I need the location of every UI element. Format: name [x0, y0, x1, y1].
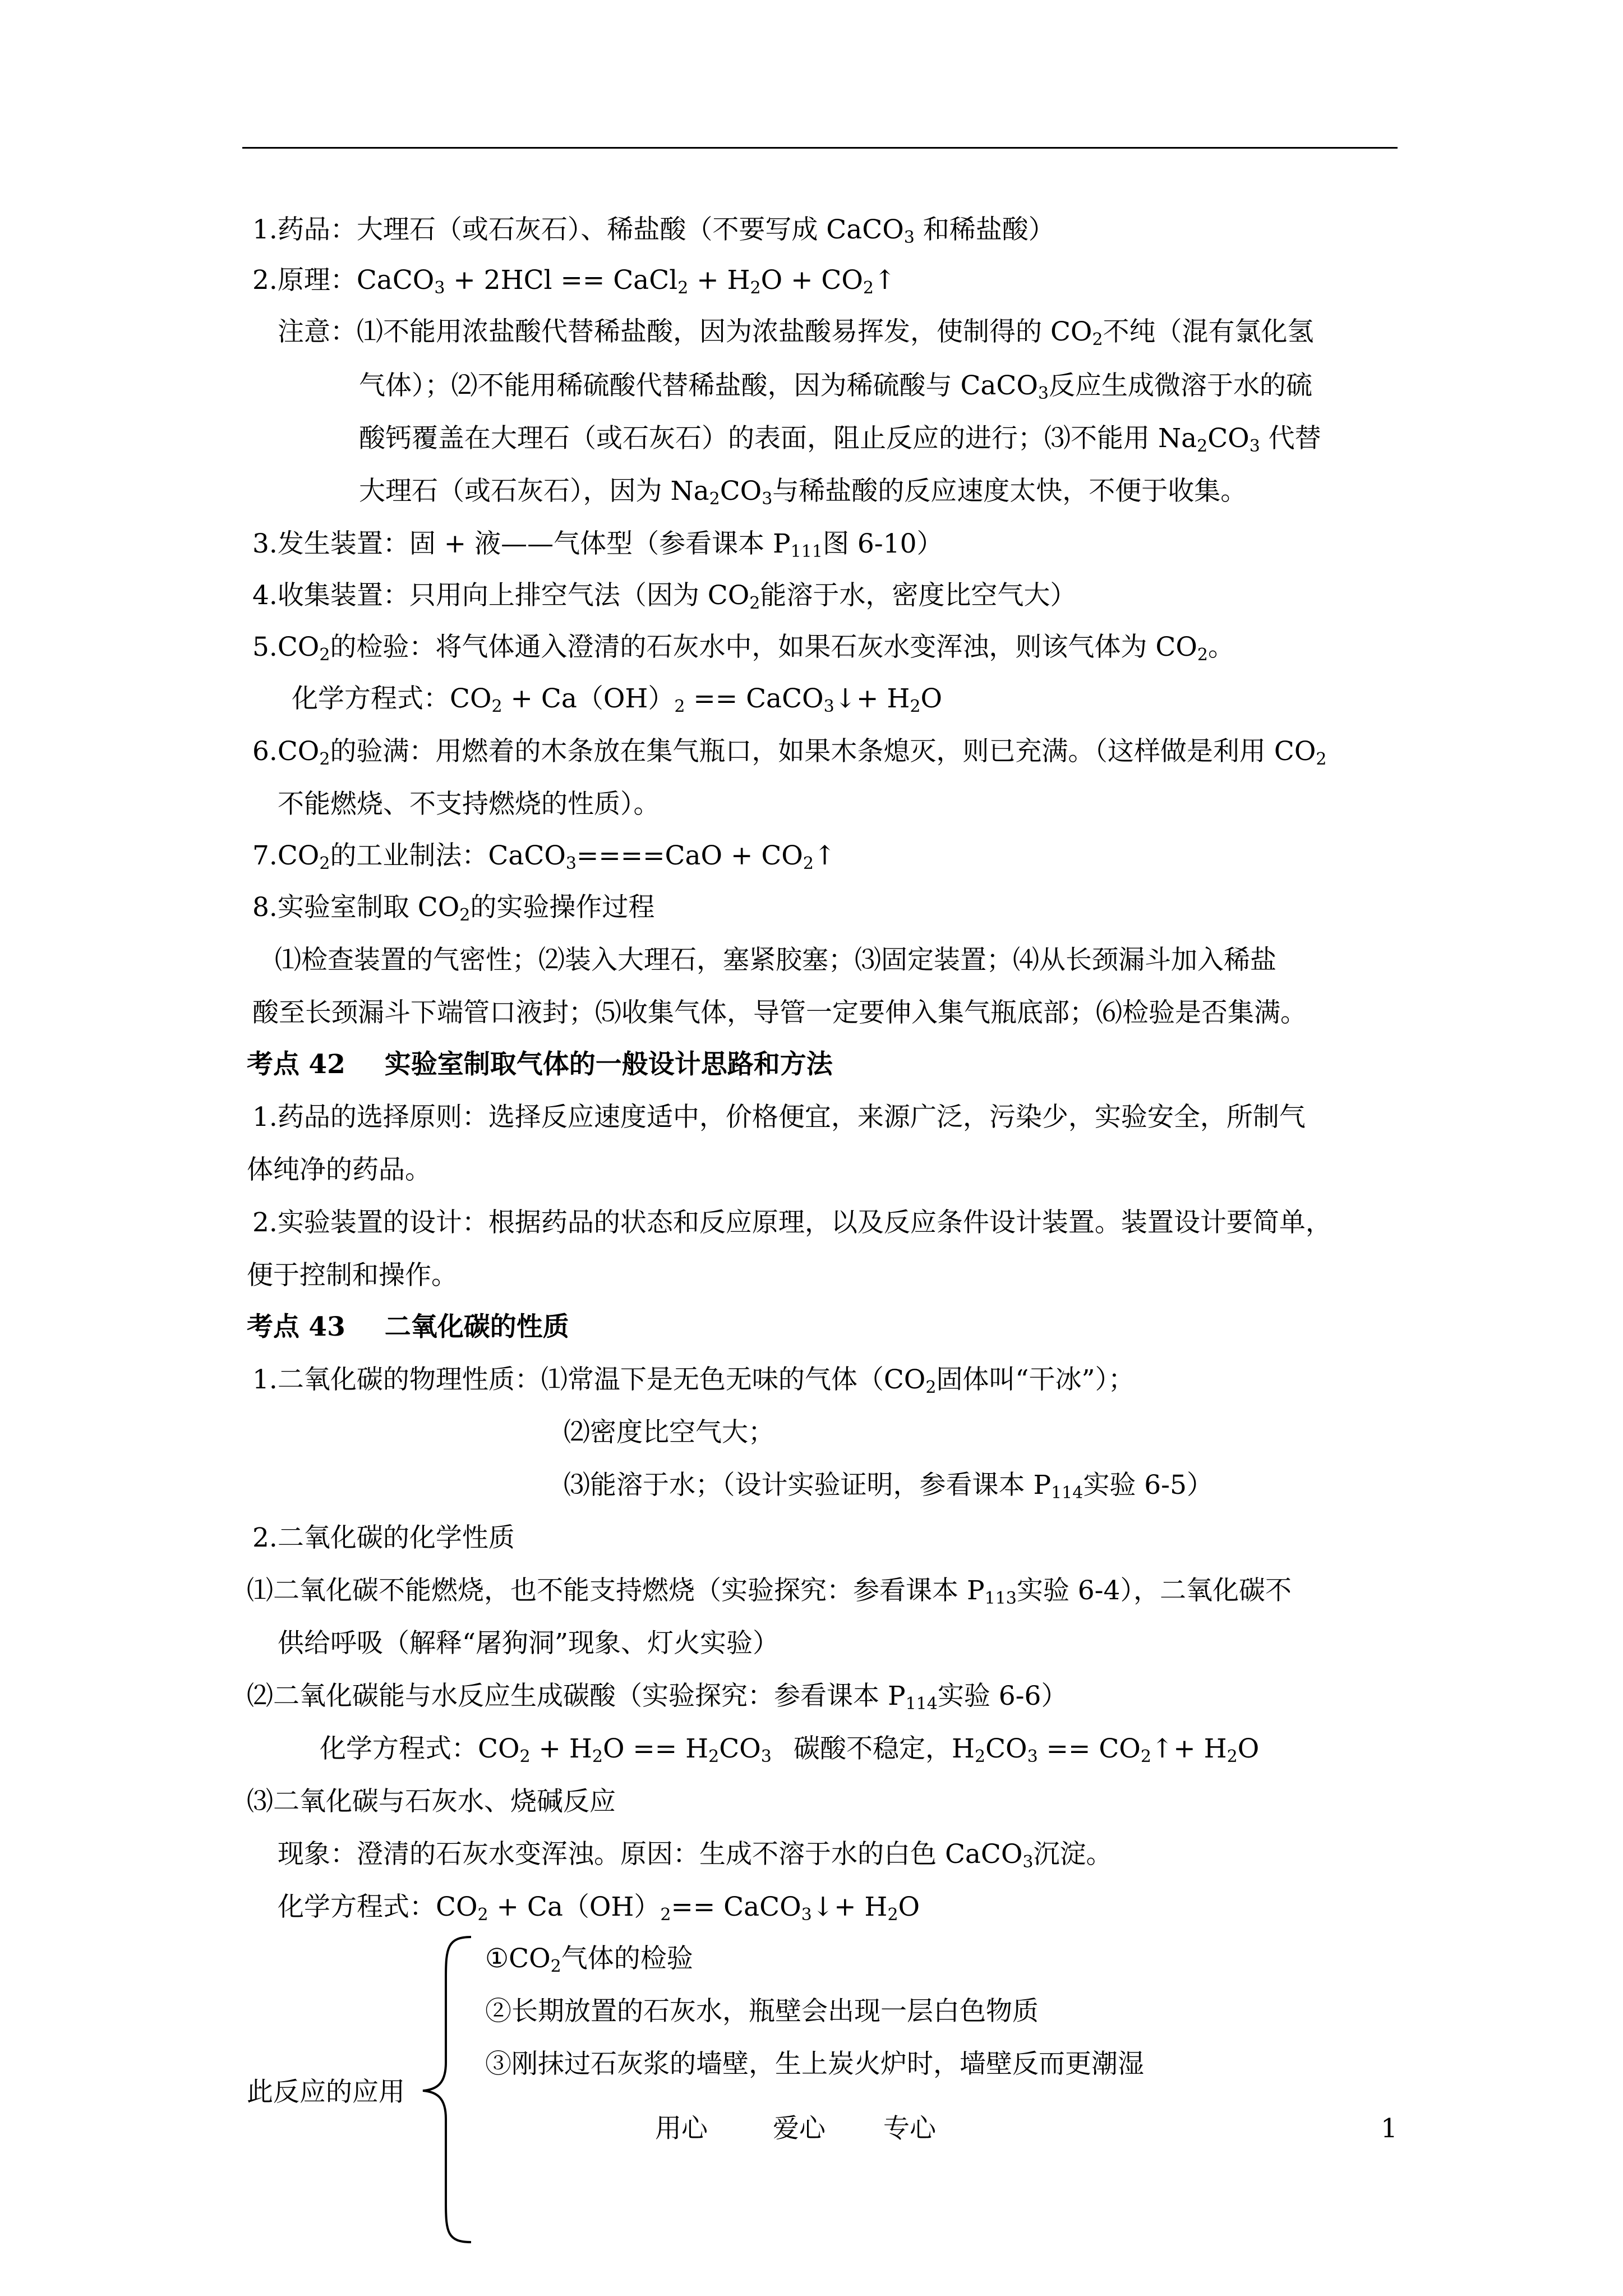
note-line-2: 气体）；⑵不能用稀硫酸代替稀盐酸，因为稀硫酸与 CaCO$_3$反应生成微溶于水的硫	[359, 370, 1313, 403]
application-item-3: ③刚抹过石灰浆的墙壁，生上炭火炉时，墙壁反而更潮湿	[485, 2049, 1144, 2079]
physical-props-1: 1.二氧化碳的物理性质：⑴常温下是无色无味的气体（$CO_2$固体叫“干冰”）；	[252, 1364, 1135, 1397]
chem-3-equation: 化学方程式：$CO_2 + Ca(OH)_2==$ CaCO$_3$↓+ $H_2O$	[278, 1892, 920, 1925]
k42-para-2b: 便于控制和操作。	[247, 1260, 458, 1291]
chem-3-phenomenon: 现象：澄清的石灰水变浑浊。原因：生成不溶于水的白色 CaCO$_3$沉淀。	[278, 1839, 1113, 1872]
physical-props-2: ⑵密度比空气大；	[564, 1417, 774, 1448]
header-rule	[242, 147, 1398, 149]
note-line-1: 注意：⑴不能用浓盐酸代替稀盐酸，因为浓盐酸易挥发，使制得的 $CO_2$不纯（混有氯化氢	[278, 316, 1314, 349]
line-full-check: $6.CO_2$的验满：用燃着的木条放在集气瓶口，如果木条熄灭，则已充满。（这样做是利用 $CO_2$	[252, 736, 1327, 769]
footer-motto-1: 用心	[655, 2113, 708, 2144]
note-line-3: 酸钙覆盖在大理石（或石灰石）的表面，阻止反应的进行；⑶不能用 $Na_2CO_3$ 代替	[359, 423, 1321, 456]
application-item-1: $①CO_2$气体的检验	[485, 1943, 693, 1976]
line-test: $5.CO_2$的检验：将气体通入澄清的石灰水中，如果石灰水变浑浊，则该气体为 $CO_2$。	[252, 632, 1234, 665]
curly-brace	[415, 1932, 477, 2247]
chem-2: ⑵二氧化碳能与水反应生成碳酸（实验探究：参看课本 $P_{114}$实验 6-6）	[247, 1681, 1068, 1714]
chem-3: ⑶二氧化碳与石灰水、烧碱反应	[247, 1786, 616, 1817]
line-principle: 2.原理：CaCO$_3$ + 2HCl == CaCl$_2$ + $H_2O$ + $CO_2↑$	[252, 265, 896, 298]
line-apparatus: 3.发生装置：固 + 液——气体型（参看课本 $P_{111}$图 6-10）	[252, 528, 943, 562]
chem-1b: 供给呼吸（解释“屠狗洞”现象、灯火实验）	[278, 1628, 780, 1659]
application-item-2: ②长期放置的石灰水，瓶壁会出现一层白色物质	[485, 1996, 1039, 2027]
procedure-steps-1: ⑴检查装置的气密性；⑵装入大理石，塞紧胶塞；⑶固定装置；⑷从长颈漏斗加入稀盐	[275, 945, 1276, 976]
physical-props-3: ⑶能溶于水；（设计实验证明，参看课本 $P_{114}$实验 6-5）	[564, 1470, 1213, 1503]
procedure-steps-2: 酸至长颈漏斗下端管口液封；⑸收集气体，导管一定要伸入集气瓶底部；⑹检验是否集满。	[252, 997, 1307, 1028]
chem-2-equation: 化学方程式：$CO_2 + H_2O == H_2CO_3$	[320, 1733, 772, 1766]
page-number: 1	[1381, 2113, 1398, 2144]
line-full-check-2: 不能燃烧、不支持燃烧的性质）。	[278, 789, 660, 820]
k42-para-2a: 2.实验装置的设计：根据药品的状态和反应原理，以及反应条件设计装置。装置设计要简单，	[252, 1207, 1332, 1238]
k42-para-1a: 1.药品的选择原则：选择反应速度适中，价格便宜，来源广泛，污染少，实验安全，所制气	[252, 1102, 1306, 1133]
application-label: 此反应的应用	[247, 2077, 405, 2108]
footer-motto-2: 爱心	[773, 2113, 826, 2144]
footer-motto-3: 专心	[883, 2113, 936, 2144]
chem-2-decomposition: 碳酸不稳定，$H_2CO_3$ == $CO_2↑+ H_2O$	[794, 1733, 1260, 1766]
line-collection: 4.收集装置：只用向上排空气法（因为 $CO_2$能溶于水，密度比空气大）	[252, 580, 1077, 613]
chem-1a: ⑴二氧化碳不能燃烧，也不能支持燃烧（实验探究：参看课本 $P_{113}$实验 6-4），二氧化碳不	[247, 1575, 1292, 1608]
section-heading-43: 考点 43 二氧化碳的性质	[247, 1312, 569, 1342]
equation-test: 化学方程式：$CO_2 + Ca(OH)_2$ == CaCO$_3$↓+ $H_2O$	[292, 683, 943, 716]
line-procedure: 8.实验室制取 $CO_2$的实验操作过程	[252, 892, 655, 925]
k42-para-1b: 体纯净的药品。	[247, 1154, 431, 1185]
section-heading-42: 考点 42 实验室制取气体的一般设计思路和方法	[247, 1049, 833, 1080]
note-line-4: 大理石（或石灰石），因为 $Na_2CO_3$与稀盐酸的反应速度太快，不便于收集。	[359, 476, 1247, 509]
line-industrial: $7.CO_2$的工业制法：CaCO$_3$====CaO + $CO_2↑$	[252, 840, 836, 873]
line-reagents: 1.药品：大理石（或石灰石）、稀盐酸（不要写成 CaCO$_3$ 和稀盐酸）	[252, 214, 1055, 247]
chemical-props-heading: 2.二氧化碳的化学性质	[252, 1522, 515, 1553]
